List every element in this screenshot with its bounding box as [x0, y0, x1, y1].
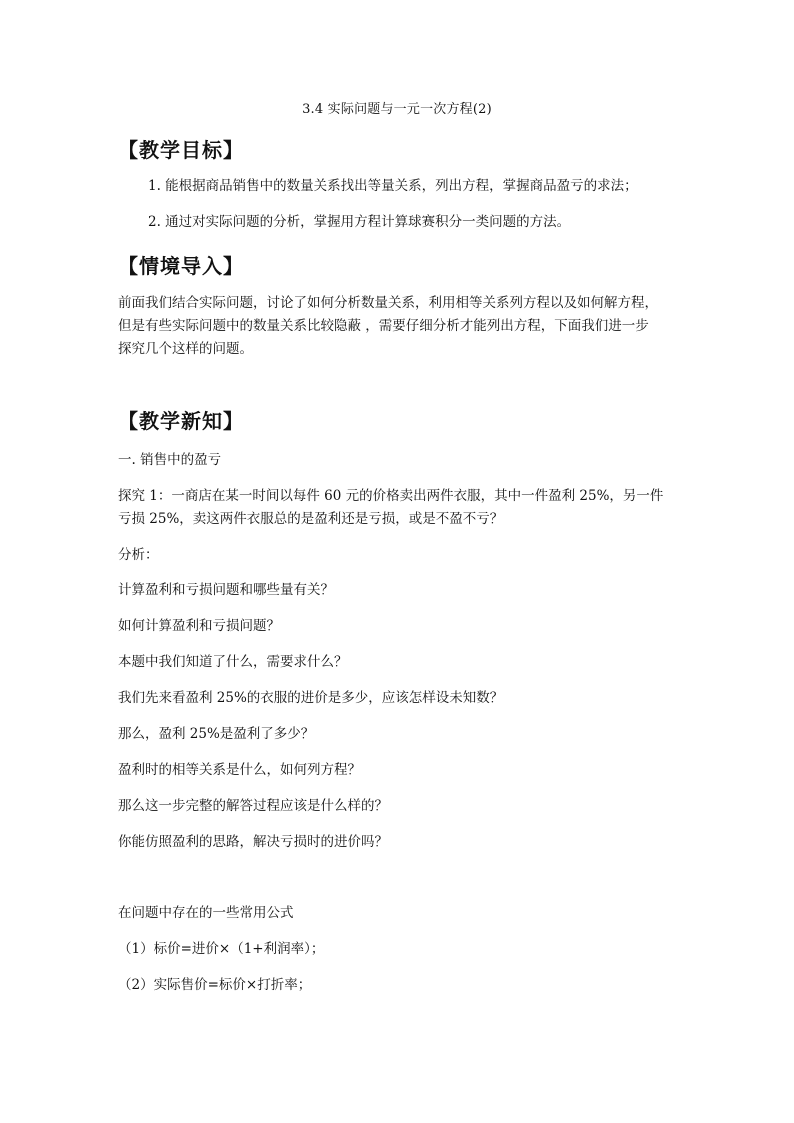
intro-line-3: 探究几个这样的问题。	[118, 341, 253, 357]
goals-heading: 【教学目标】	[118, 138, 244, 162]
new-knowledge-heading: 【教学新知】	[118, 409, 244, 433]
question-6: 盈利时的相等关系是什么，如何列方程？	[118, 762, 361, 778]
question-7: 那么这一步完整的解答过程应该是什么样的？	[118, 798, 388, 814]
document-title: 3.4 实际问题与一元一次方程(2)	[302, 102, 492, 117]
intro-heading: 【情境导入】	[118, 254, 244, 278]
section-subheading: 一. 销售中的盈亏	[118, 452, 222, 468]
explore-line-2: 亏损 25%，卖这两件衣服总的是盈利还是亏损，或是不盈不亏？	[118, 511, 504, 527]
formula-intro: 在问题中存在的一些常用公式	[118, 905, 294, 921]
goal-item-2: 2. 通过对实际问题的分析，掌握用方程计算球赛积分一类问题的方法。	[148, 214, 571, 230]
question-8: 你能仿照盈利的思路，解决亏损时的进价吗？	[118, 834, 388, 850]
explore-line-1: 探究 1：一商店在某一时间以每件 60 元的价格卖出两件衣服，其中一件盈利 25%，另一件	[118, 488, 664, 504]
intro-line-2: 但是有些实际问题中的数量关系比较隐蔽 ，需要仔细分析才能列出方程，下面我们进一步	[118, 318, 649, 334]
analysis-label: 分析：	[118, 547, 159, 563]
formula-2: （2）实际售价=标价×打折率；	[118, 977, 312, 993]
formula-1: （1）标价=进价×（1+利润率）；	[118, 941, 325, 957]
question-5: 那么，盈利 25%是盈利了多少？	[118, 726, 315, 742]
goal-item-1: 1. 能根据商品销售中的数量关系找出等量关系，列出方程，掌握商品盈亏的求法；	[148, 178, 638, 194]
question-1: 计算盈利和亏损问题和哪些量有关？	[118, 582, 334, 598]
intro-line-1: 前面我们结合实际问题，讨论了如何分析数量关系，利用相等关系列方程以及如何解方程，	[118, 295, 658, 311]
question-3: 本题中我们知道了什么，需要求什么？	[118, 654, 348, 670]
question-4: 我们先来看盈利 25%的衣服的进价是多少，应该怎样设未知数？	[118, 690, 504, 706]
question-2: 如何计算盈利和亏损问题？	[118, 618, 280, 634]
